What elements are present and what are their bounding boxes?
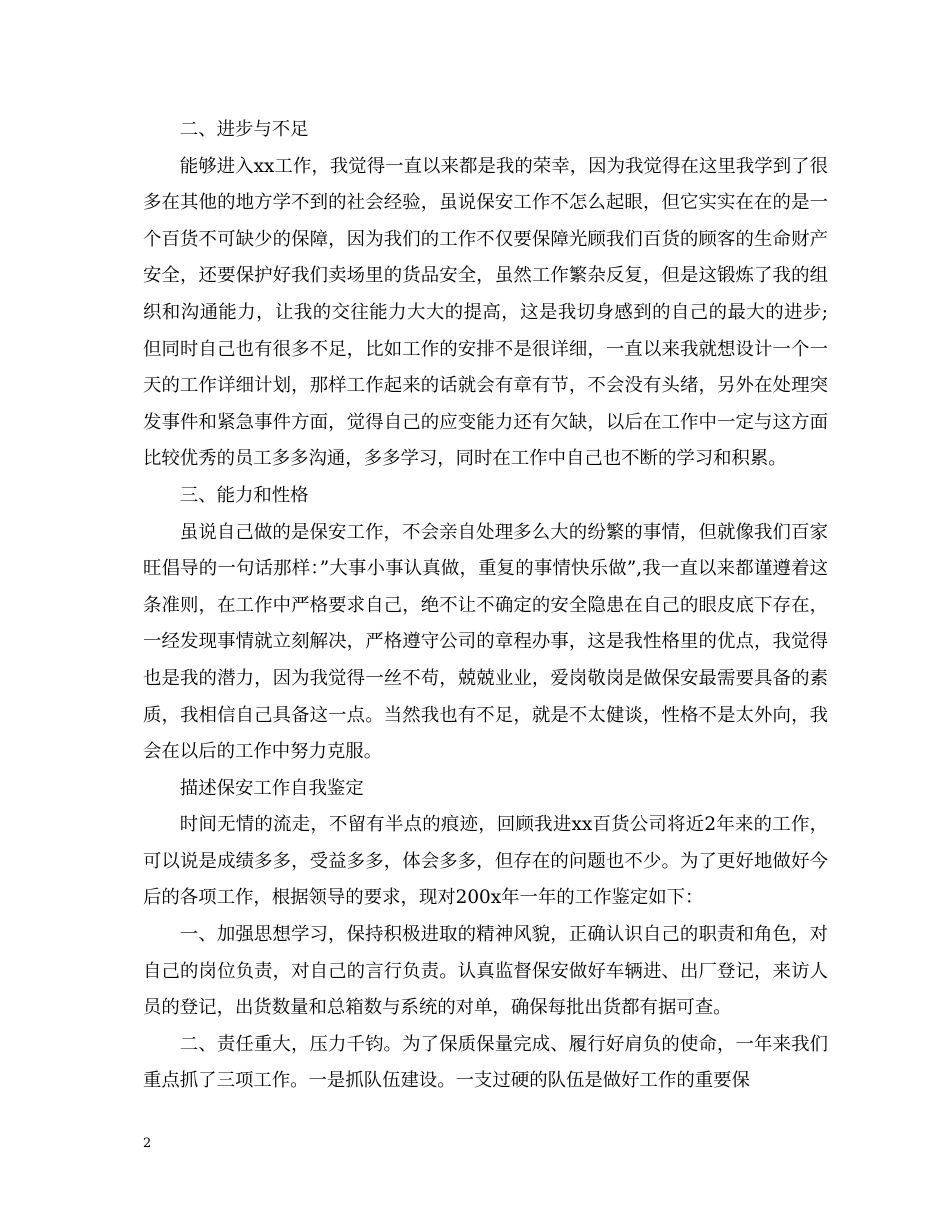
page-number: 2 [143,1136,152,1151]
paragraph-ability-body: 虽说自己做的是保安工作，不会亲自处理多么大的纷繁的事情，但就像我们百家旺倡导的一句话那样：”大事小事认真做，重复的事情快乐做”,我一直以来都谨遵着这条准则，在工作中严格要求自己，绝不让不确定的安全隐患在自己的眼皮底下存在，一经发现事情就立刻解决，严格遵守公司的章程办事，这是我性格里的优点，我觉得也是我的潜力，因为我觉得一丝不苟，兢兢业业，爱岗敬岗是做保安最需要具备的素质，我相信自己具备这一点。当然我也有不足，就是不太健谈，性格不是太外向，我会在以后的工作中努力克服。 [143,521,828,763]
paragraph-point-two: 二、责任重大，压力千钧。为了保质保量完成、履行好肩负的使命，一年来我们重点抓了三项工作。一是抓队伍建设。一支过硬的队伍是做好工作的重要保 [143,1033,828,1092]
section-heading-self-appraisal: 描述保安工作自我鉴定 [179,777,364,799]
paragraph-self-appraisal-intro: 时间无情的流走，不留有半点的痕迹，回顾我进xx百货公司将近2年来的工作，可以说是成绩多多，受益多多，体会多多，但存在的问题也不少。为了更好地做好今后的各项工作，根据领导的要求，现对200x年一年的工作鉴定如下： [143,814,828,909]
section-heading-progress: 二、进步与不足 [179,119,309,140]
document-body [143,112,828,1100]
section-heading-ability: 三、能力和性格 [179,484,309,506]
paragraph-point-one: 一、加强思想学习，保持积极进取的精神风貌，正确认识自己的职责和角色，对自己的岗位负责，对自己的言行负责。认真监督保安做好车辆进、出厂登记，来访人员的登记，出货数量和总箱数与系统的对单，确保每批出货都有据可查。 [143,924,828,1019]
paragraph-progress-body: 能够进入xx工作，我觉得一直以来都是我的荣幸，因为我觉得在这里我学到了很多在其他的地方学不到的社会经验，虽说保安工作不怎么起眼，但它实实在在的是一个百货不可缺少的保障，因为我们的工作不仅要保障光顾我们百货的顾客的生命财产安全，还要保护好我们卖场里的货品安全，虽然工作繁杂反复，但是这锻炼了我的组织和沟通能力，让我的交往能力大大的提高，这是我切身感到的自己的最大的进步;但同时自己也有很多不足，比如工作的安排不是很详细，一直以来我就想设计一个一天的工作详细计划，那样工作起来的话就会有章有节，不会没有头绪，另外在处理突发事件和紧急事件方面，觉得自己的应变能力还有欠缺，以后在工作中一定与这方面比较优秀的员工多多沟通，多多学习，同时在工作中自己也不断的学习和积累。 [143,155,828,470]
